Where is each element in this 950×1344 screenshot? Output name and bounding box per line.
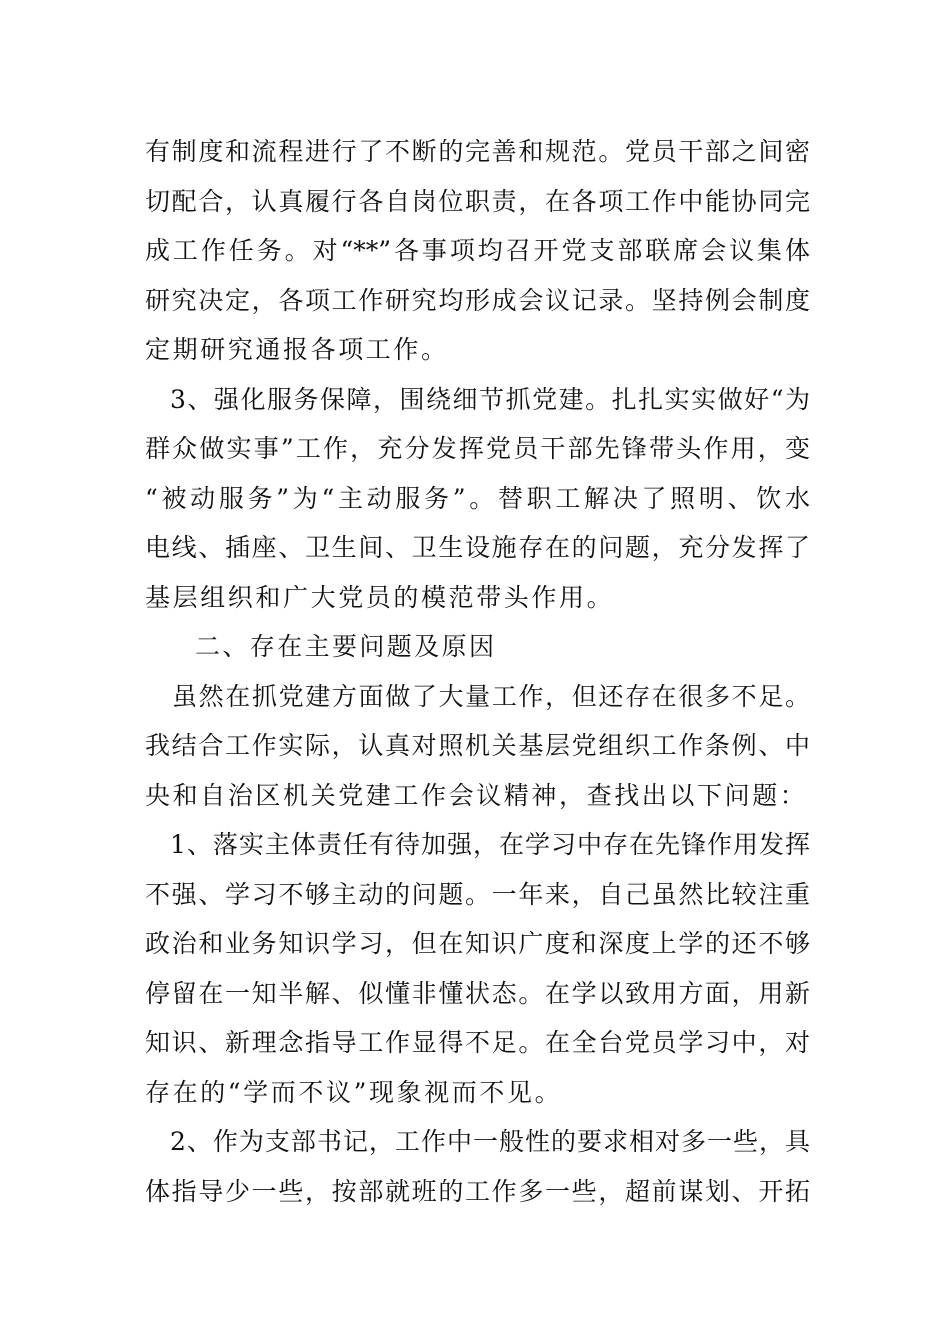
text-line: 成工作任务。对“**”各事项均召开党支部联席会议集体 [145, 236, 810, 265]
text-line: 政治和业务知识学习，但在知识广度和深度上学的还不够 [145, 929, 810, 958]
text-line: 体指导少一些，按部就班的工作多一些，超前谋划、开拓 [145, 1177, 810, 1206]
text-line: 有制度和流程进行了不断的完善和规范。党员干部之间密 [145, 137, 810, 166]
text-line: “被动服务”为“主动服务”。替职工解决了照明、饮水 [145, 484, 810, 513]
text-line: 定期研究通报各项工作。 [145, 335, 449, 364]
text-line: 群众做实事”工作，充分发挥党员干部先锋带头作用，变 [145, 434, 810, 463]
text-line: 停留在一知半解、似懂非懂状态。在学以致用方面，用新 [145, 979, 810, 1008]
paragraph-item-1: 1、落实主体责任有待加强，在学习中存在先锋作用发挥 [170, 830, 810, 859]
text-line: 虽然在抓党建方面做了大量工作，但还存在很多不足。 [172, 682, 810, 711]
text-line: 研究决定，各项工作研究均形成会议记录。坚持例会制度 [145, 286, 810, 315]
text-line: 存在的“学而不议”现象视而不见。 [145, 1078, 563, 1107]
paragraph-item-2: 2、作为支部书记，工作中一般性的要求相对多一些，具 [170, 1127, 810, 1156]
section-heading: 二、存在主要问题及原因 [195, 632, 497, 661]
text-line: 不强、学习不够主动的问题。一年来，自己虽然比较注重 [145, 880, 810, 909]
text-line: 央和自治区机关党建工作会议精神，查找出以下问题： [145, 781, 808, 810]
text-line: 切配合，认真履行各自岗位职责，在各项工作中能协同完 [145, 187, 810, 216]
text-line: 基层组织和广大党员的模范带头作用。 [145, 583, 615, 612]
text-line: 电线、插座、卫生间、卫生设施存在的问题，充分发挥了 [145, 533, 810, 562]
text-line: 我结合工作实际，认真对照机关基层党组织工作条例、中 [145, 731, 810, 760]
text-line: 知识、新理念指导工作显得不足。在全台党员学习中，对 [145, 1028, 810, 1057]
paragraph-heading-3: 3、强化服务保障，围绕细节抓党建。扎扎实实做好“为 [170, 385, 810, 414]
